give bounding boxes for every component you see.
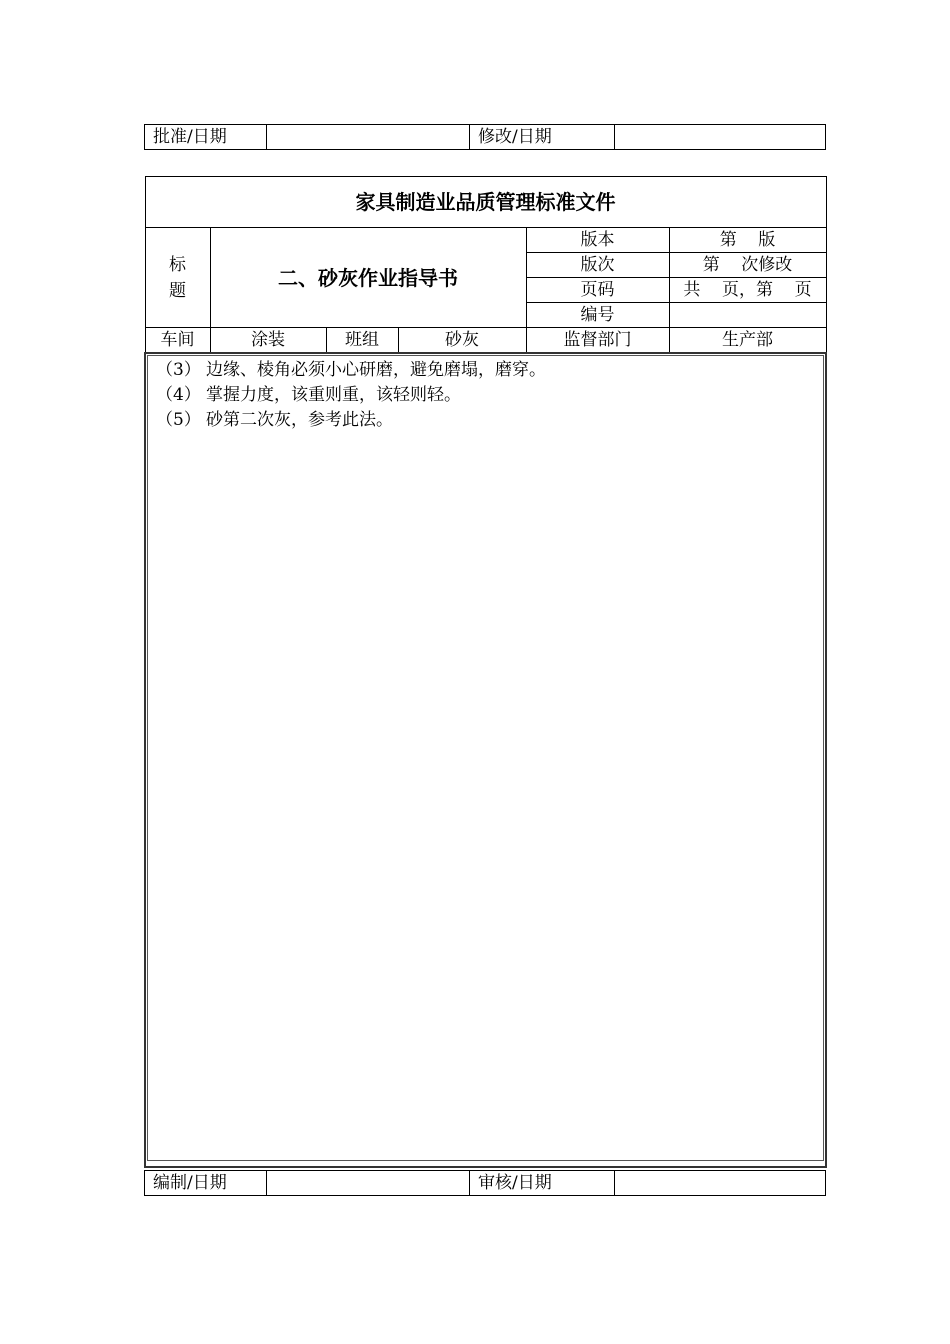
review-date-label: 审核/日期: [470, 1171, 615, 1196]
instruction-content: [145, 353, 826, 1167]
doc-number-value[interactable]: [669, 303, 826, 328]
title-label: 标 题: [145, 228, 210, 328]
approval-table: [144, 124, 826, 150]
version-value: 第 版: [669, 228, 826, 253]
revision-value: 第 次修改: [669, 253, 826, 278]
page-value: 共 页，第 页: [669, 278, 826, 303]
instruction-list: [147, 355, 824, 1161]
doc-number-label: 编号: [526, 303, 669, 328]
supervising-dept-value: 生产部: [669, 328, 826, 354]
standard-document-table: [144, 176, 827, 1168]
revision-label: 版次: [526, 253, 669, 278]
item-text: 砂第二次灰，参考此法。: [206, 410, 393, 430]
team-value: 砂灰: [398, 328, 526, 354]
info-row: [145, 328, 826, 354]
review-date-value[interactable]: [615, 1171, 826, 1196]
item-number: （4）: [156, 385, 201, 405]
approval-row: [145, 125, 826, 150]
item-text: 掌握力度，该重则重，该轻则轻。: [206, 385, 461, 405]
approve-date-label: 批准/日期: [145, 125, 267, 150]
org-title: 家具制造业品质管理标准文件: [145, 177, 826, 228]
approve-date-value[interactable]: [267, 125, 470, 150]
signature-table: [144, 1170, 826, 1196]
author-date-label: 编制/日期: [145, 1171, 267, 1196]
list-item: [156, 408, 815, 433]
item-number: （5）: [156, 410, 201, 430]
revise-date-value[interactable]: [615, 125, 826, 150]
signature-row: [145, 1171, 826, 1196]
meta-row-version: [145, 228, 826, 253]
page-label: 页码: [526, 278, 669, 303]
item-number: （3）: [156, 360, 201, 380]
revise-date-label: 修改/日期: [470, 125, 615, 150]
team-label: 班组: [326, 328, 398, 354]
content-row: [145, 353, 826, 1167]
author-date-value[interactable]: [267, 1171, 470, 1196]
supervising-dept-label: 监督部门: [526, 328, 669, 354]
org-title-row: [145, 177, 826, 228]
item-text: 边缘、棱角必须小心研磨，避免磨塌，磨穿。: [206, 360, 546, 380]
workshop-value: 涂装: [210, 328, 326, 354]
list-item: [156, 383, 815, 408]
version-label: 版本: [526, 228, 669, 253]
document-title: 二、砂灰作业指导书: [210, 228, 526, 328]
list-item: [156, 358, 815, 383]
workshop-label: 车间: [145, 328, 210, 354]
